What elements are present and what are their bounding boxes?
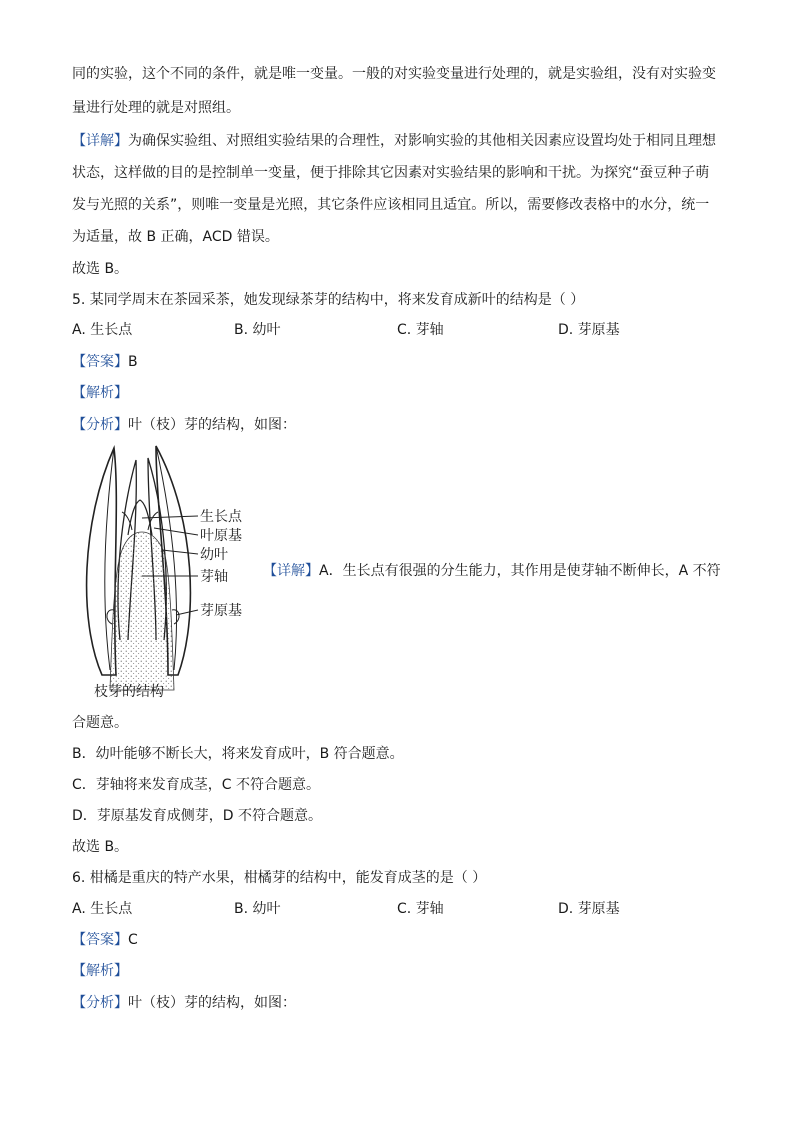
answer-value: C [128, 932, 138, 948]
label-bud-axis: 芽轴 [200, 569, 228, 585]
bud-primordium-right [172, 610, 179, 624]
q5-option-b: B. 幼叶 [234, 322, 281, 338]
q5-detail-line: C．芽轴将来发育成茎，C 不符合题意。 [72, 777, 320, 793]
fenxi-text: 叶（枝）芽的结构，如图： [128, 995, 296, 1011]
q6-option-a: A. 生长点 [72, 901, 133, 917]
conclusion-line: 故选 B。 [72, 261, 129, 277]
q5-answer-line [72, 352, 138, 372]
q5-option-a: A. 生长点 [72, 322, 133, 338]
question-6-stem: 6. 柑橘是重庆的特产水果，柑橘芽的结构中，能发育成茎的是（ ） [72, 870, 487, 886]
detail-tag: 【详解】 [72, 133, 128, 149]
q5-fenxi-line [72, 415, 296, 435]
figure-caption: 枝芽的结构 [94, 684, 164, 700]
answer-value: B [128, 354, 138, 370]
detail-text: A．生长点有很强的分生能力，其作用是使芽轴不断伸长，A 不符 [319, 563, 721, 579]
detail-text: 为确保实验组、对照组实验结果的合理性，对影响实验的其他相关因素应设置均处于相同且理想 [128, 133, 716, 149]
paragraph-line: 量进行处理的就是对照组。 [72, 100, 240, 116]
detail-tag: 【详解】 [263, 563, 319, 579]
q5-option-c: C. 芽轴 [397, 322, 444, 338]
label-growing-point: 生长点 [200, 509, 242, 525]
bud-diagram [70, 440, 260, 705]
q5-option-d: D. 芽原基 [558, 322, 620, 338]
q5-analysis-tag: 【解析】 [72, 385, 128, 401]
q5-conclusion: 故选 B。 [72, 839, 129, 855]
q6-analysis-tag: 【解析】 [72, 963, 128, 979]
q6-option-d: D. 芽原基 [558, 901, 620, 917]
q5-detail-line: D．芽原基发育成侧芽，D 不符合题意。 [72, 808, 323, 824]
detail-line: 发与光照的关系”，则唯一变量是光照，其它条件应该相同且适宜。所以，需要修改表格中的水分，统一 [72, 197, 710, 213]
fenxi-tag: 【分析】 [72, 417, 128, 433]
bud-structure-figure [70, 440, 260, 705]
label-bud-primordium: 芽原基 [200, 603, 242, 619]
q5-detail-line: B．幼叶能够不断长大，将来发育成叶，B 符合题意。 [72, 746, 404, 762]
fenxi-tag: 【分析】 [72, 995, 128, 1011]
q6-option-b: B. 幼叶 [234, 901, 281, 917]
paragraph-line: 同的实验，这个不同的条件，就是唯一变量。一般的对实验变量进行处理的，就是实验组，没有对实验变 [72, 66, 716, 82]
q5-detail-first-line [263, 561, 721, 581]
detail-line: 状态，这样做的目的是控制单一变量，便于排除其它因素对实验结果的影响和干扰。为探究“蚕豆种子萌 [72, 165, 710, 181]
q6-option-c: C. 芽轴 [397, 901, 444, 917]
label-leaf-primordium: 叶原基 [200, 528, 242, 544]
leader-line [162, 550, 198, 554]
q6-answer-line [72, 930, 138, 950]
detail-line: 为适量，故 B 正确，ACD 错误。 [72, 229, 279, 245]
leader-line [176, 610, 198, 615]
fenxi-text: 叶（枝）芽的结构，如图： [128, 417, 296, 433]
answer-tag: 【答案】 [72, 932, 128, 948]
detail-line [72, 131, 716, 151]
answer-tag: 【答案】 [72, 354, 128, 370]
q5-detail-line: 合题意。 [72, 715, 128, 731]
label-young-leaf: 幼叶 [200, 547, 228, 563]
q6-fenxi-line [72, 993, 296, 1013]
question-5-stem: 5. 某同学周末在茶园采茶，她发现绿茶芽的结构中，将来发育成新叶的结构是（ ） [72, 292, 585, 308]
